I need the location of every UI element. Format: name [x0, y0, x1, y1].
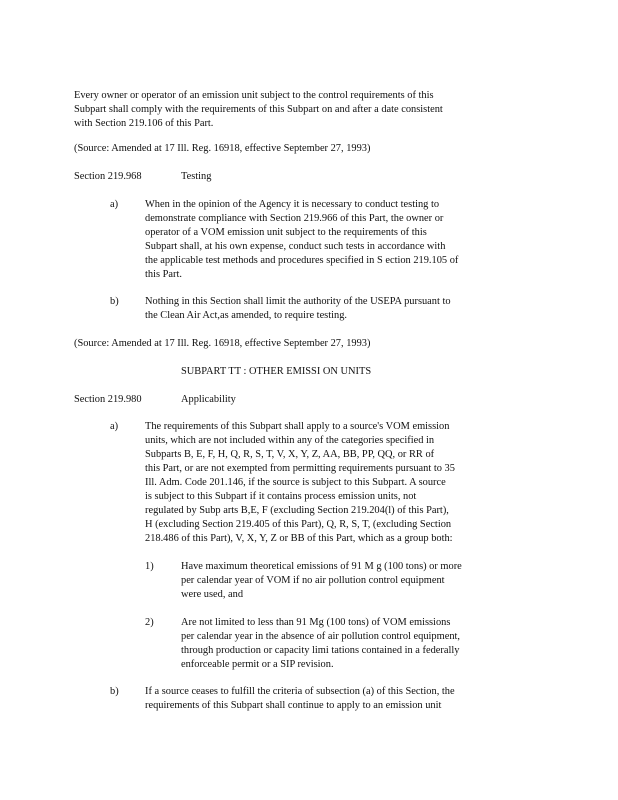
text-line: Have maximum theoretical emissions of 91 M g (100 tons) or more	[181, 561, 462, 572]
text-line: Nothing in this Section shall limit the authority of the USEPA pursuant to	[145, 296, 451, 307]
text-line: the Clean Air Act,as amended, to require testing.	[145, 310, 347, 321]
text-line: H (excluding Section 219.405 of this Part), Q, R, S, T, (excluding Section	[145, 519, 452, 530]
subitem-marker: 1)	[145, 561, 154, 572]
item-marker: a)	[110, 199, 119, 210]
item-marker: b)	[110, 296, 119, 307]
subpart-heading: SUBPART TT : OTHER EMISSI ON UNITS	[181, 366, 372, 377]
text-line: Ill. Adm. Code 201.146, if the source is subject to this Subpart. A source	[145, 477, 446, 488]
text-line: regulated by Subp arts B,E, F (excluding Section 219.204(l) of this Part),	[145, 505, 449, 516]
text-line: requirements of this Subpart shall continue to apply to an emission unit	[145, 700, 442, 711]
text-line: were used, and	[181, 589, 244, 600]
text-line: Every owner or operator of an emission unit subject to the control requirements of this	[74, 90, 434, 101]
text-line: 218.486 of this Part), V, X, Y, Z or BB of this Part, which as a group both:	[145, 533, 453, 544]
text-line: through production or capacity limi tations contained in a federally	[181, 645, 460, 656]
text-line: operator of a VOM emission unit subject to the requirements of this	[145, 227, 427, 238]
text-line: units, which are not included within any of the categories specified in	[145, 435, 435, 446]
item-paragraph	[145, 685, 455, 713]
source-note: (Source: Amended at 17 Ill. Reg. 16918, effective September 27, 1993)	[74, 338, 371, 349]
item-paragraph	[145, 295, 451, 323]
source-note: (Source: Amended at 17 Ill. Reg. 16918, effective September 27, 1993)	[74, 143, 371, 154]
text-line: the applicable test methods and procedures specified in S ection 219.105 of	[145, 255, 459, 266]
section-number: Section 219.980	[74, 394, 142, 405]
text-line: demonstrate compliance with Section 219.966 of this Part, the owner or	[145, 213, 444, 224]
subitem-marker: 2)	[145, 617, 154, 628]
text-line: with Section 219.106 of this Part.	[74, 118, 214, 129]
text-line: this Part.	[145, 269, 182, 280]
item-paragraph	[145, 420, 455, 546]
section-number: Section 219.968	[74, 171, 142, 182]
text-line: The requirements of this Subpart shall apply to a source's VOM emission	[145, 421, 450, 432]
text-line: enforceable permit or a SIP revision.	[181, 659, 334, 670]
text-line: If a source ceases to fulfill the criteria of subsection (a) of this Section, the	[145, 686, 455, 697]
text-line: per calendar year of VOM if no air pollution control equipment	[181, 575, 445, 586]
text-line: Subparts B, E, F, H, Q, R, S, T, V, X, Y, Z, AA, BB, PP, QQ, or RR of	[145, 449, 435, 460]
text-line: Subpart shall, at his own expense, conduct such tests in accordance with	[145, 241, 446, 252]
text-line: Are not limited to less than 91 Mg (100 tons) of VOM emissions	[181, 617, 451, 628]
intro-paragraph	[74, 89, 443, 131]
text-line: this Part, or are not exempted from permitting requirements pursuant to 35	[145, 463, 455, 474]
text-line: per calendar year in the absence of air pollution control equipment,	[181, 631, 460, 642]
text-line: Subpart shall comply with the requirements of this Subpart on and after a date consistent	[74, 104, 443, 115]
section-title: Testing	[181, 171, 212, 182]
text-line: When in the opinion of the Agency it is necessary to conduct testing to	[145, 199, 440, 210]
item-marker: a)	[110, 421, 119, 432]
item-paragraph	[145, 198, 458, 282]
item-marker: b)	[110, 686, 119, 697]
subitem-paragraph	[181, 616, 460, 672]
subitem-paragraph	[181, 560, 462, 602]
section-title: Applicability	[181, 394, 236, 405]
text-line: is subject to this Subpart if it contains process emission units, not	[145, 491, 417, 502]
